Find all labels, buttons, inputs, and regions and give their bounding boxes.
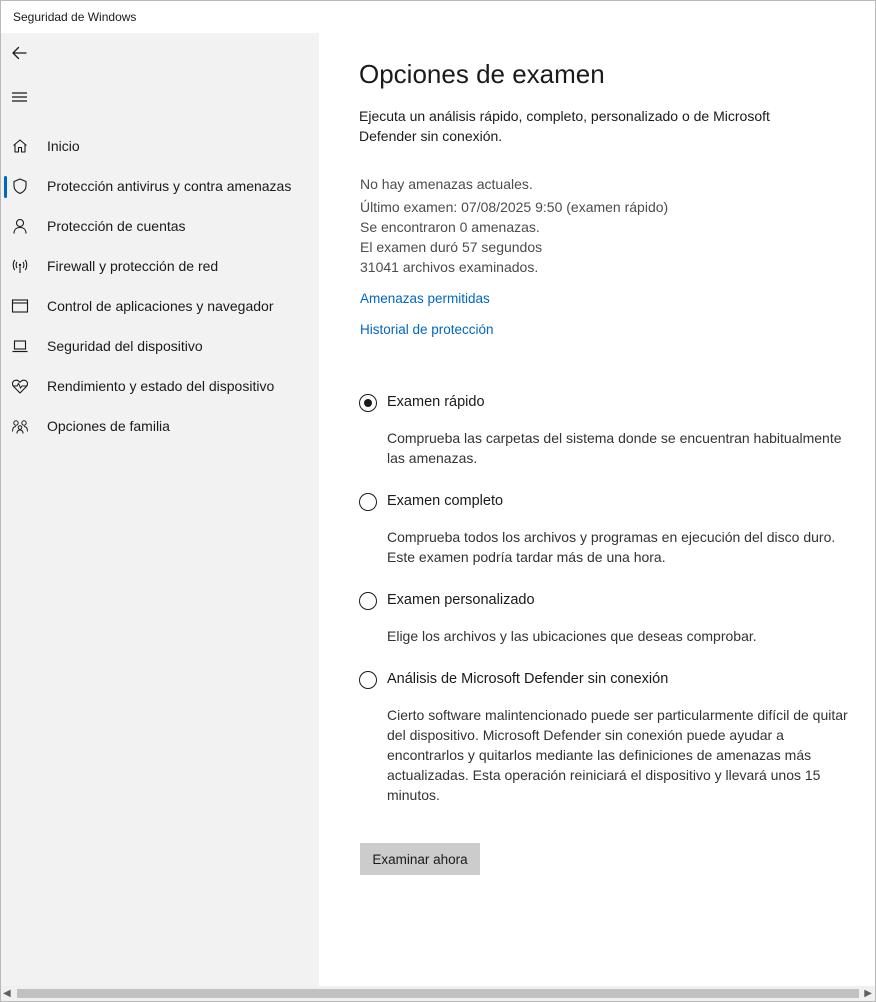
- option-description: Elige los archivos y las ubicaciones que deseas comprobar.: [387, 628, 757, 644]
- sidebar-item-aplicaciones[interactable]: [1, 286, 319, 326]
- sidebar-item-label: Inicio: [47, 138, 80, 154]
- custom-scan-radio[interactable]: [359, 592, 377, 610]
- back-button[interactable]: [7, 41, 33, 65]
- scroll-right-arrow-icon[interactable]: ▶: [864, 988, 872, 999]
- scrollbar-thumb[interactable]: [17, 989, 859, 998]
- hamburger-icon: [7, 85, 33, 109]
- option-description: Comprueba todos los archivos y programas en ejecución del disco duro. Este examen podría tardar más de una hora.: [387, 529, 836, 565]
- antenna-icon: [11, 257, 29, 275]
- family-icon: [11, 417, 29, 435]
- status-found: Se encontraron 0 amenazas.: [360, 219, 540, 235]
- sidebar-item-antivirus[interactable]: [1, 166, 319, 206]
- selection-indicator: [4, 176, 7, 198]
- person-icon: [11, 217, 29, 235]
- sidebar-item-label: Rendimiento y estado del dispositivo: [47, 378, 275, 394]
- sidebar-item-label: Protección de cuentas: [47, 218, 186, 234]
- shield-icon: [11, 177, 29, 195]
- title-bar: [1, 1, 875, 33]
- protection-history-link[interactable]: Historial de protección: [360, 322, 494, 337]
- allowed-threats-link[interactable]: Amenazas permitidas: [360, 291, 490, 306]
- browser-window-icon: [11, 297, 29, 315]
- option-label: Examen personalizado: [387, 592, 535, 608]
- scroll-left-arrow-icon[interactable]: ◀: [3, 988, 11, 999]
- status-duration: El examen duró 57 segundos: [360, 239, 543, 255]
- sidebar-item-label: Firewall y protección de red: [47, 258, 219, 274]
- laptop-icon: [11, 337, 29, 355]
- option-label: Análisis de Microsoft Defender sin conexión: [387, 671, 669, 687]
- sidebar-item-cuentas[interactable]: [1, 206, 319, 246]
- sidebar-item-rendimiento[interactable]: [1, 366, 319, 406]
- horizontal-scrollbar[interactable]: [1, 986, 875, 1001]
- option-label: Examen completo: [387, 493, 504, 509]
- scan-now-button[interactable]: Examinar ahora: [360, 843, 480, 875]
- offline-scan-radio[interactable]: [359, 671, 377, 689]
- menu-button[interactable]: [7, 85, 33, 109]
- status-threats: No hay amenazas actuales.: [360, 176, 533, 192]
- window-title: Seguridad de Windows: [13, 10, 137, 24]
- sidebar-item-label: Protección antivirus y contra amenazas: [47, 178, 292, 194]
- option-description: Comprueba las carpetas del sistema donde se encuentran habitualmente las amenazas.: [387, 430, 842, 466]
- sidebar-item-familia[interactable]: [1, 406, 319, 446]
- sidebar: [1, 33, 319, 986]
- heart-pulse-icon: [11, 377, 29, 395]
- sidebar-item-dispositivo[interactable]: [1, 326, 319, 366]
- home-icon: [11, 137, 29, 155]
- main-content: [319, 33, 875, 986]
- option-label: Examen rápido: [387, 394, 485, 410]
- sidebar-item-label: Opciones de familia: [47, 418, 170, 434]
- full-scan-radio[interactable]: [359, 493, 377, 511]
- sidebar-item-inicio[interactable]: [1, 126, 319, 166]
- quick-scan-radio[interactable]: [359, 394, 377, 412]
- sidebar-item-label: Control de aplicaciones y navegador: [47, 298, 274, 314]
- back-arrow-icon: [7, 41, 33, 65]
- option-description: Cierto software malintencionado puede ser particularmente difícil de quitar del dispositivo. Microsoft Defender sin conexión puede ayudar a encontrarlos y quitarlos mediante las definiciones de amenazas más actualizadas. Esta operación reiniciará el dispositivo y llevará unos 15 minutos.: [387, 707, 848, 803]
- page-subtitle: Ejecuta un análisis rápido, completo, personalizado o de Microsoft Defender sin conexión.: [359, 108, 770, 144]
- status-files: 31041 archivos examinados.: [360, 259, 539, 275]
- sidebar-item-label: Seguridad del dispositivo: [47, 338, 203, 354]
- page-title: Opciones de examen: [359, 59, 605, 89]
- status-last-scan: Último examen: 07/08/2025 9:50 (examen rápido): [360, 199, 669, 215]
- sidebar-item-firewall[interactable]: [1, 246, 319, 286]
